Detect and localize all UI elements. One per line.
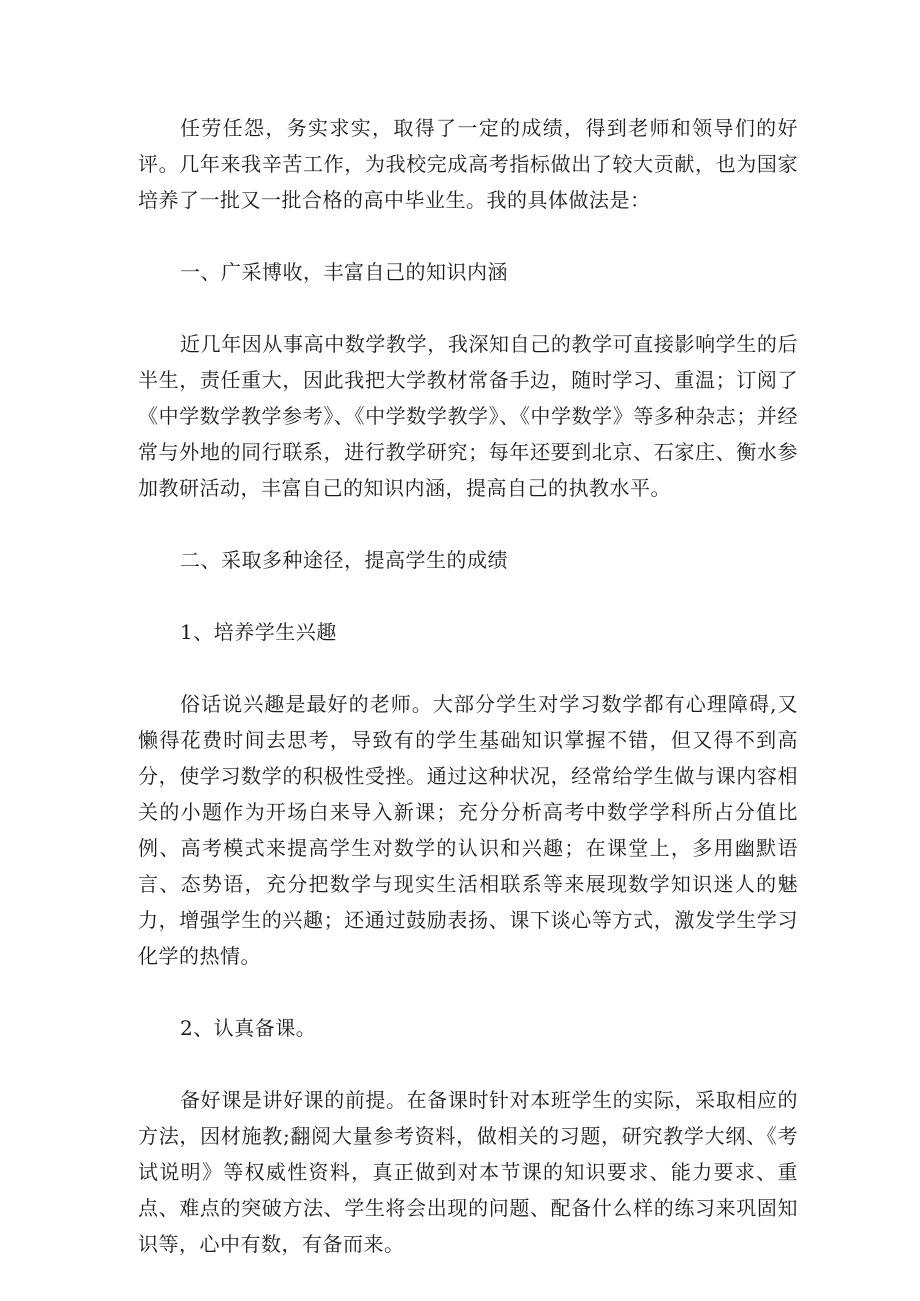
subsection-2-paragraph: 备好课是讲好课的前提。在备课时针对本班学生的实际，采取相应的方法，因材施教;翻阅大量参考资料，做相关的习题，研究教学大纲、《考试说明》等权威性资料，真正做到对本节课的知识要求、能力要求、重点、难点的突破方法、学生将会出现的问题、配备什么样的练习来巩固知识等，心中有数，有备而来。: [138, 1088, 798, 1256]
section-heading-2: 二、采取多种途径，提高学生的成绩: [180, 548, 508, 572]
section-heading-1: 一、广采博收，丰富自己的知识内涵: [180, 260, 508, 284]
document-body: [138, 110, 798, 1262]
section-1-paragraph: 近几年因从事高中数学教学，我深知自己的教学可直接影响学生的后半生，责任重大，因此我把大学教材常备手边，随时学习、重温；订阅了《中学数学教学参考》、《中学数学教学》、《中学数学》等多种杂志；并经常与外地的同行联系，进行教学研究；每年还要到北京、石家庄、衡水参加教研活动，丰富自己的知识内涵，提高自己的执教水平。: [138, 332, 798, 500]
subsection-heading-2: 2、认真备课。: [180, 1016, 317, 1040]
intro-paragraph: 任劳任怨，务实求实，取得了一定的成绩，得到老师和领导们的好评。几年来我辛苦工作，为我校完成高考指标做出了较大贡献，也为国家培养了一批又一批合格的高中毕业生。我的具体做法是：: [138, 116, 798, 212]
subsection-heading-1: 1、培养学生兴趣: [180, 620, 337, 644]
subsection-1-paragraph: 俗话说兴趣是最好的老师。大部分学生对学习数学都有心理障碍,又懒得花费时间去思考，导致有的学生基础知识掌握不错，但又得不到高分，使学习数学的积极性受挫。通过这种状况，经常给学生做与课内容相关的小题作为开场白来导入新课；充分分析高考中数学学科所占分值比例、高考模式来提高学生对数学的认识和兴趣；在课堂上，多用幽默语言、态势语，充分把数学与现实生活相联系等来展现数学知识迷人的魅力，增强学生的兴趣；还通过鼓励表扬、课下谈心等方式，激发学生学习化学的热情。: [138, 692, 798, 968]
